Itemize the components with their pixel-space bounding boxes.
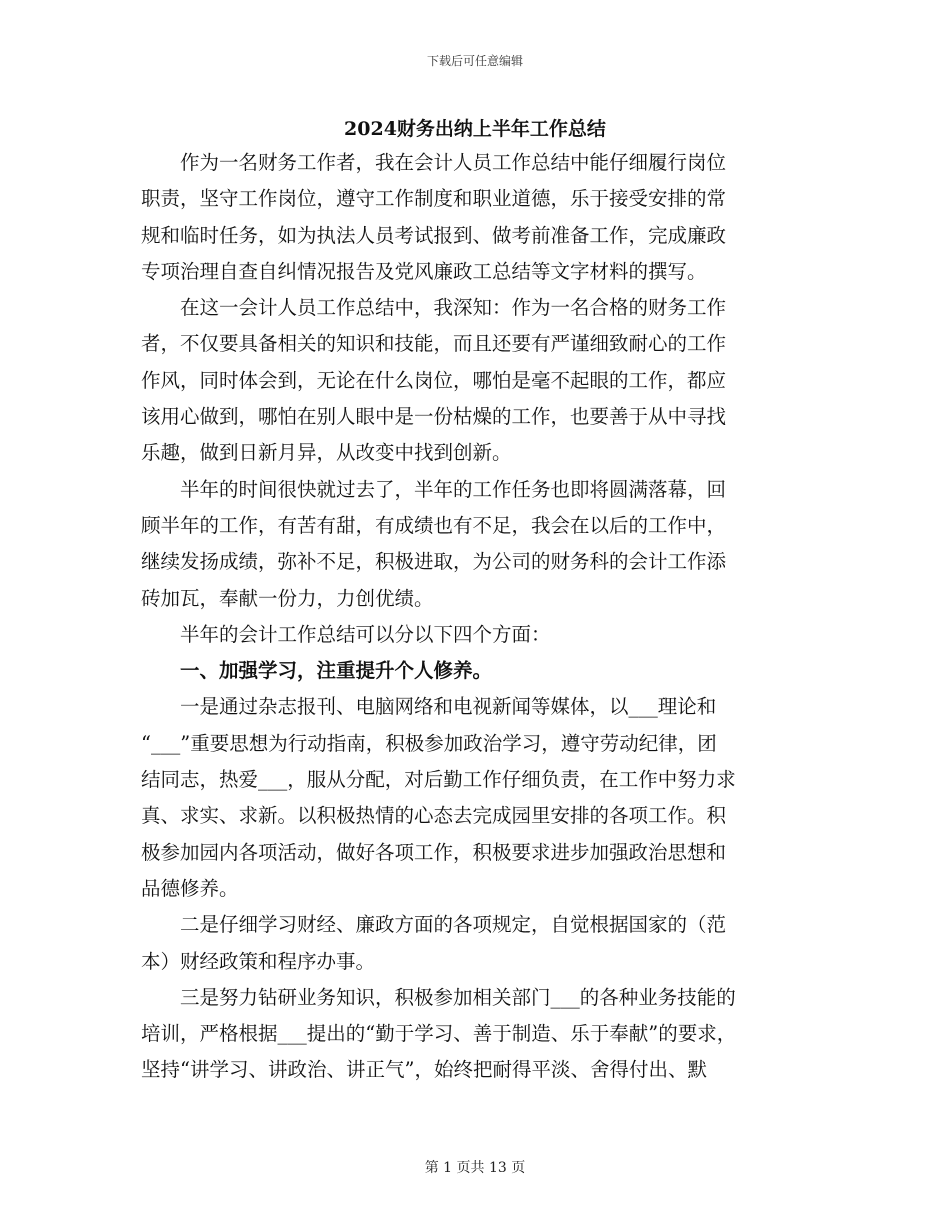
page-footer: 第 1 页共 13 页 xyxy=(424,1160,526,1176)
header-note: 下载后可任意编辑 xyxy=(426,54,523,68)
body-line: 者，不仅要具备相关的知识和技能，而且还要有严谨细致耐心的工作 xyxy=(141,332,727,356)
body-line: 一是通过杂志报刊、电脑网络和电视新闻等媒体，以___理论和 xyxy=(141,695,717,719)
body-line: 顾半年的工作，有苦有甜，有成绩也有不足，我会在以后的工作中， xyxy=(141,513,727,537)
body-line: 坚持“讲学习、讲政治、讲正气”，始终把耐得平淡、舍得付出、默 xyxy=(141,1058,707,1082)
body-line: 培训，严格根据___提出的“勤于学习、善于制造、乐于奉献”的要求， xyxy=(141,1022,737,1046)
body-line: 品德修养。 xyxy=(141,876,239,900)
document-body xyxy=(141,145,811,1089)
body-line: 乐趣，做到日新月异，从改变中找到创新。 xyxy=(141,441,512,465)
body-line: 结同志，热爱___，服从分配，对后勤工作仔细负责，在工作中努力求 xyxy=(141,768,736,792)
body-line: 规和临时任务，如为执法人员考试报到、做考前准备工作，完成廉政 xyxy=(141,223,727,247)
body-line: 半年的时间很快就过去了，半年的工作任务也即将圆满落幕，回 xyxy=(141,477,727,501)
body-line: 三是努力钻研业务知识，积极参加相关部门___的各种业务技能的 xyxy=(141,985,736,1009)
body-line: “___”重要思想为行动指南，积极参加政治学习，遵守劳动纪律，团 xyxy=(141,731,717,755)
body-line: 本）财经政策和程序办事。 xyxy=(141,949,376,973)
body-line: 二是仔细学习财经、廉政方面的各项规定，自觉根据国家的（范 xyxy=(141,913,727,937)
body-line: 继续发扬成绩，弥补不足，积极进取，为公司的财务科的会计工作添 xyxy=(141,550,727,574)
body-line: 砖加瓦，奉献一份力，力创优绩。 xyxy=(141,586,434,610)
body-line: 作风，同时体会到，无论在什么岗位，哪怕是毫不起眼的工作，都应 xyxy=(141,368,727,392)
body-line: 专项治理自查自纠情况报告及党风廉政工总结等文字材料的撰写。 xyxy=(141,259,707,283)
body-line: 作为一名财务工作者，我在会计人员工作总结中能仔细履行岗位 xyxy=(141,151,727,174)
body-line: 真、求实、求新。以积极热情的心态去完成园里安排的各项工作。积 xyxy=(141,804,727,828)
section-heading: 一、加强学习，注重提升个人修养。 xyxy=(141,659,493,683)
body-line: 极参加园内各项活动，做好各项工作，积极要求进步加强政治思想和 xyxy=(141,840,727,864)
body-line: 该用心做到，哪怕在别人眼中是一份枯燥的工作，也要善于从中寻找 xyxy=(141,405,727,429)
body-line: 在这一会计人员工作总结中，我深知：作为一名合格的财务工作 xyxy=(141,296,727,320)
body-line: 职责，坚守工作岗位，遵守工作制度和职业道德，乐于接受安排的常 xyxy=(141,187,727,211)
body-line: 半年的会计工作总结可以分以下四个方面： xyxy=(141,622,551,646)
document-title: 2024财务出纳上半年工作总结 xyxy=(344,118,606,140)
